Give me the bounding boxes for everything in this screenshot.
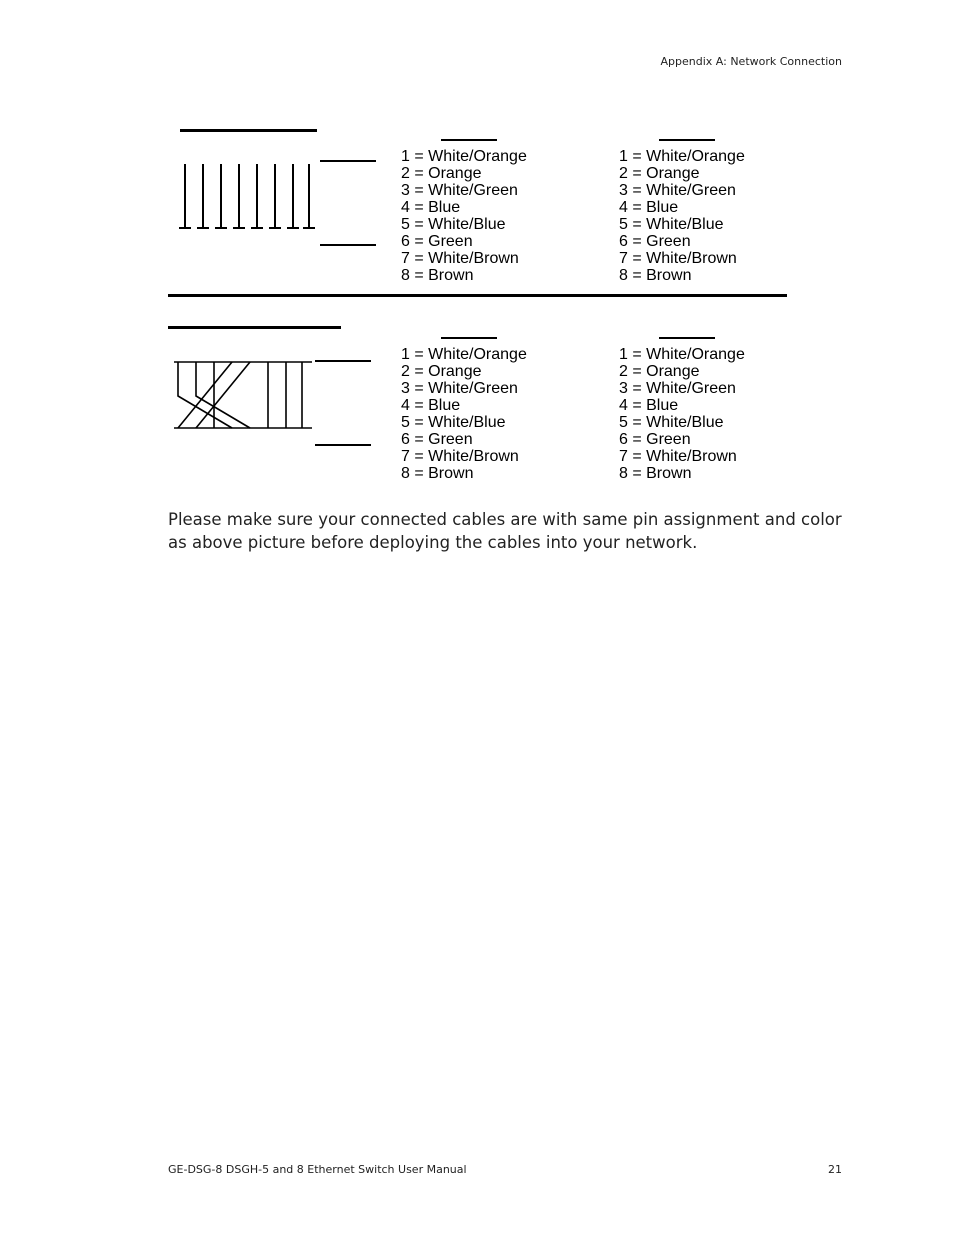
pin-entry: 1 = White/Orange (401, 148, 527, 165)
straight-right-pin-list (619, 148, 745, 284)
pin-entry: 2 = Orange (401, 165, 482, 182)
pin-entry: 5 = White/Blue (619, 216, 724, 233)
pin-entry: 6 = Green (619, 431, 691, 448)
pin-entry: 3 = White/Green (401, 380, 518, 397)
pin-entry: 1 = White/Orange (619, 148, 745, 165)
pin-entry: 4 = Blue (401, 199, 461, 216)
straight-left-pin-list (401, 148, 527, 284)
pin-entry: 4 = Blue (619, 199, 679, 216)
pin-entry: 2 = Orange (619, 363, 700, 380)
pin-entry: 5 = White/Blue (401, 216, 506, 233)
section-title-bar (180, 129, 317, 132)
pin-entry: 2 = Orange (401, 363, 482, 380)
running-header: Appendix A: Network Connection (660, 55, 842, 68)
crossover-right-pin-list (619, 346, 745, 482)
straight-through-wiring-diagram (175, 158, 320, 234)
pin-entry: 3 = White/Green (401, 182, 518, 199)
crossover-left-pin-list (401, 346, 527, 482)
pin-entry: 7 = White/Brown (401, 250, 519, 267)
column-header-bar (659, 139, 715, 141)
pin-entry: 4 = Blue (401, 397, 461, 414)
pin-entry: 5 = White/Blue (619, 414, 724, 431)
section-divider (168, 294, 787, 297)
pin-entry: 7 = White/Brown (619, 448, 737, 465)
pin-entry: 2 = Orange (619, 165, 700, 182)
label-bar (315, 444, 371, 446)
pin-entry: 6 = Green (619, 233, 691, 250)
pin-entry: 6 = Green (401, 431, 473, 448)
pin-entry: 6 = Green (401, 233, 473, 250)
label-bar (315, 360, 371, 362)
label-bar (320, 244, 376, 246)
body-paragraph: Please make sure your connected cables are with same pin assignment and color as above picture before deploying the cables into your network. (168, 510, 842, 552)
column-header-bar (659, 337, 715, 339)
pin-entry: 8 = Brown (619, 465, 692, 482)
pin-entry: 1 = White/Orange (619, 346, 745, 363)
page-number: 21 (828, 1163, 842, 1176)
pin-entry: 8 = Brown (401, 267, 474, 284)
pin-entry: 3 = White/Green (619, 182, 736, 199)
pin-entry: 1 = White/Orange (401, 346, 527, 363)
pin-entry: 8 = Brown (619, 267, 692, 284)
footer-manual-title: GE-DSG-8 DSGH-5 and 8 Ethernet Switch User Manual (168, 1163, 467, 1176)
pin-entry: 3 = White/Green (619, 380, 736, 397)
pin-entry: 4 = Blue (619, 397, 679, 414)
pin-entry: 8 = Brown (401, 465, 474, 482)
pin-entry: 5 = White/Blue (401, 414, 506, 431)
column-header-bar (441, 139, 497, 141)
pin-entry: 7 = White/Brown (619, 250, 737, 267)
pin-entry: 7 = White/Brown (401, 448, 519, 465)
crossover-wiring-diagram (170, 358, 315, 434)
label-bar (320, 160, 376, 162)
column-header-bar (441, 337, 497, 339)
section-title-bar (168, 326, 341, 329)
